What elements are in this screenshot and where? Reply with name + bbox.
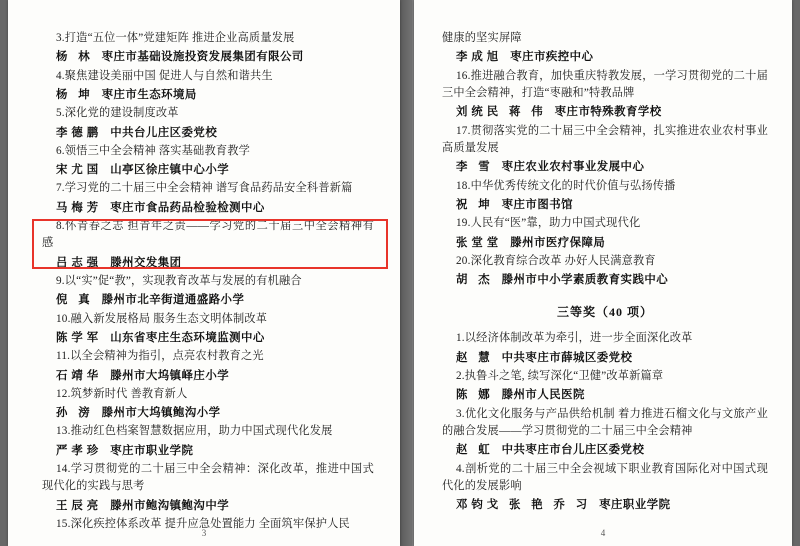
author-name: 李 雪 (456, 161, 494, 174)
page-number: 3 (201, 528, 207, 538)
author-org: 枣庄职业学院 (599, 499, 671, 512)
author-org: 滕州市中小学素质教育实践中心 (501, 274, 669, 287)
list-item-author (442, 271, 768, 289)
author-org: 滕州市医疗保障局 (510, 236, 606, 249)
author-org: 中共台儿庄区委党校 (110, 126, 218, 139)
author-name: 邓钧戈 张 艳 乔 习 (456, 499, 592, 512)
author-name: 宋尤国 (56, 164, 103, 177)
author-org: 滕州市北辛街道通盛路小学 (101, 294, 245, 307)
list-item: 2.执鲁斗之笔, 续写深化“卫健”改革新篇章 (456, 369, 664, 382)
list-item: 13.推动红色档案智慧数据应用，助力中国式现代化发展 (56, 425, 333, 438)
author-org: 枣庄农业农村事业发展中心 (501, 161, 645, 174)
list-item-author (42, 86, 374, 104)
list-item: 4.聚焦建设美丽中国 促进人与自然和谐共生 (56, 69, 273, 82)
author-org: 枣庄市生态环境局 (101, 88, 197, 101)
list-item: 4.剖析党的二十届三中全会视域下职业教育国际化对中国式现代化的发展影响 (442, 462, 768, 492)
author-org: 山东省枣庄生态环境监测中心 (110, 331, 265, 344)
page-number: 4 (600, 528, 606, 538)
author-org: 滕州交发集团 (110, 256, 182, 269)
author-name: 李德鹏 (56, 126, 103, 139)
author-name: 王辰亮 (56, 499, 103, 512)
author-name: 赵 虹 (456, 444, 494, 457)
author-org: 中共枣庄市台儿庄区委党校 (501, 444, 645, 457)
list-item: 9.以“实”促“教”，实现教育改革与发展的有机融合 (56, 275, 302, 288)
list-item-author (42, 404, 374, 422)
author-name: 马梅芳 (56, 201, 103, 214)
list-item-author (42, 329, 374, 347)
author-name: 李成旭 (456, 51, 503, 64)
author-org: 枣庄市职业学院 (110, 444, 194, 457)
list-item-author (442, 158, 768, 176)
list-item-author (42, 161, 374, 179)
list-item-author (442, 48, 768, 66)
list-item-author (42, 367, 374, 385)
author-name: 赵 慧 (456, 351, 494, 364)
author-org: 枣庄市图书馆 (501, 198, 573, 211)
section-heading: 三等奖（40 项） (556, 305, 653, 320)
author-name: 吕志强 (56, 256, 103, 269)
author-name: 杨 林 (56, 51, 94, 64)
list-item: 17.贯彻落实党的二十届三中全会精神，扎实推进农业农村事业高质量发展 (442, 124, 768, 154)
list-item-author (442, 234, 768, 252)
list-item: 3.打造“五位一体”党建矩阵 推进企业高质量发展 (56, 32, 295, 44)
list-item-author (442, 496, 768, 514)
author-org: 中共枣庄市薛城区委党校 (501, 351, 633, 364)
right-page (414, 0, 792, 546)
left-page-content (42, 30, 374, 533)
list-item-author (42, 497, 374, 515)
author-name: 石靖华 (56, 369, 103, 382)
right-book-edge (792, 0, 800, 546)
list-item-author (442, 386, 768, 404)
list-item: 10.融入新发展格局 服务生态文明体制改革 (56, 312, 268, 325)
author-name: 刘统民 蒋 伟 (456, 106, 547, 119)
author-org: 枣庄市基础设施投资发展集团有限公司 (101, 51, 304, 64)
list-item: 19.人民有“医”靠，助力中国式现代化 (456, 217, 641, 230)
list-item: 14.学习贯彻党的二十届三中全会精神：深化改革，推进中国式现代化的实践与思考 (42, 463, 374, 493)
author-org: 枣庄市食品药品检验检测中心 (110, 201, 265, 214)
author-name: 祝 坤 (456, 198, 494, 211)
list-item: 5.深化党的建设制度改革 (56, 107, 179, 120)
list-item-author (42, 442, 374, 460)
highlighted-list-item: 8.怀青春之志 担青年之责——学习党的二十届三中全会精神有感 (42, 220, 374, 250)
list-item: 11.以全会精神为指引，点亮农村教育之光 (56, 350, 264, 363)
list-item-author (42, 291, 374, 309)
left-page (8, 0, 400, 546)
book-gutter (400, 0, 412, 546)
author-name: 胡 杰 (456, 274, 494, 287)
author-org: 枣庄市特殊教育学校 (554, 106, 662, 119)
list-item: 6.领悟三中全会精神 落实基础教育教学 (56, 144, 250, 157)
right-page-content (442, 30, 768, 515)
list-item-author (42, 48, 374, 66)
author-name: 陈学军 (56, 331, 103, 344)
list-item-author (442, 349, 768, 367)
author-org: 滕州市大坞镇峄庄小学 (110, 369, 230, 382)
list-item: 15.深化疾控体系改革 提升应急处置能力 全面筑牢保护人民 (56, 518, 350, 531)
author-name: 陈 娜 (456, 389, 494, 402)
list-item-author (442, 196, 768, 214)
list-item: 3.优化文化服务与产品供给机制 着力推进石榴文化与文旅产业的融合发展——学习贯彻党的二十届三中全会精神 (442, 407, 768, 437)
list-item: 20.深化教育综合改革 办好人民满意教育 (456, 254, 656, 267)
list-item: 1.以经济体制改革为牵引，进一步全面深化改革 (456, 332, 693, 345)
left-book-edge (0, 0, 8, 546)
highlighted-list-item-author (42, 254, 374, 272)
list-item-author (42, 124, 374, 142)
author-name: 倪 真 (56, 294, 94, 307)
author-name: 严孝珍 (56, 444, 103, 457)
author-org: 山亭区徐庄镇中心小学 (110, 164, 230, 177)
author-name: 张堂堂 (456, 236, 503, 249)
list-item: 18.中华优秀传统文化的时代价值与弘扬传播 (456, 179, 676, 192)
list-item: 健康的坚实屏障 (442, 32, 522, 44)
author-name: 孙 滂 (56, 407, 94, 420)
list-item-author (442, 441, 768, 459)
author-org: 滕州市鲍沟镇鲍沟中学 (110, 499, 230, 512)
list-item: 16.推进融合教育，加快重庆特教发展，一学习贯彻党的二十届三中全会精神，打造“枣融和”特教品牌 (442, 69, 768, 99)
author-name: 杨 坤 (56, 88, 94, 101)
author-org: 滕州市大坞镇鲍沟小学 (101, 407, 221, 420)
list-item: 12.筑梦新时代 善教育新人 (56, 387, 188, 400)
list-item: 7.学习党的二十届三中全会精神 谱写食品药品安全科普新篇 (56, 182, 353, 195)
author-org: 滕州市人民医院 (501, 389, 585, 402)
list-item-author (442, 103, 768, 121)
list-item-author (42, 199, 374, 217)
author-org: 枣庄市疾控中心 (510, 51, 594, 64)
